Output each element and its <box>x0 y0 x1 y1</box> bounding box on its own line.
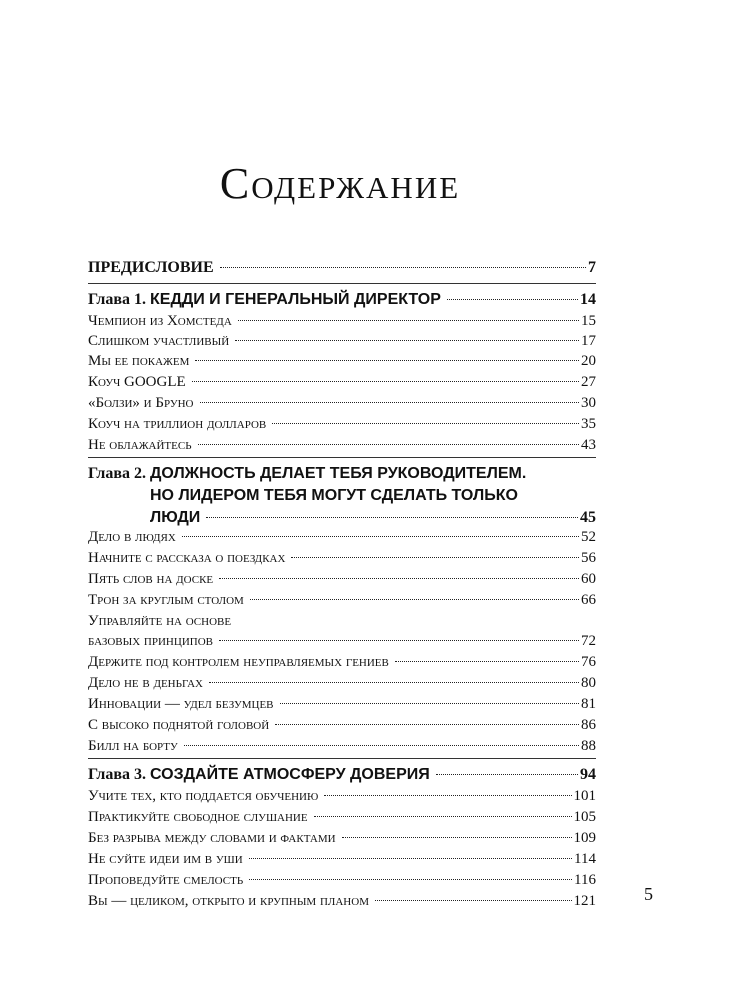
section-divider <box>88 758 596 759</box>
chapter-title: СОЗДАЙТЕ АТМОСФЕРУ ДОВЕРИЯ <box>150 766 430 783</box>
page-number: 5 <box>644 884 653 904</box>
toc-entry[interactable] <box>88 892 596 911</box>
toc-entry[interactable] <box>88 528 596 547</box>
toc-entry-label: ПРЕДИСЛОВИЕ <box>88 259 214 276</box>
toc-entry-page: 15 <box>581 313 596 329</box>
chapter-title-continuation: ЛЮДИ <box>150 509 201 526</box>
toc-entry-label: базовых принципов <box>88 633 213 649</box>
toc-entry-page: 7 <box>588 259 596 276</box>
dot-leader <box>219 577 579 579</box>
toc-entry[interactable] <box>88 808 596 827</box>
dot-leader <box>198 443 579 445</box>
toc-entry-label: С высоко поднятой головой <box>88 717 270 733</box>
section-divider <box>88 283 596 284</box>
dot-leader <box>280 702 579 704</box>
toc-entry-page: 35 <box>581 416 596 432</box>
toc-entry[interactable] <box>88 716 596 735</box>
toc-entry[interactable] <box>88 787 596 806</box>
chapter-title-continuation: НО ЛИДЕРОМ ТЕБЯ МОГУТ СДЕЛАТЬ ТОЛЬКО <box>150 487 518 504</box>
toc-entry[interactable] <box>88 632 596 651</box>
toc-entry-page: 81 <box>581 696 596 712</box>
dot-leader <box>436 773 578 775</box>
toc-entry[interactable] <box>88 591 596 610</box>
toc-entry-page: 30 <box>581 395 596 411</box>
toc-entry-page: 116 <box>574 872 596 888</box>
toc-entry[interactable] <box>88 549 596 568</box>
toc-entry-label: Пять слов на доске <box>88 571 214 587</box>
dot-leader <box>291 556 579 558</box>
toc-entry-page: 17 <box>581 333 596 349</box>
chapter-title: КЕДДИ И ГЕНЕРАЛЬНЫЙ ДИРЕКТОР <box>150 291 441 308</box>
dot-leader <box>235 339 579 341</box>
dot-leader <box>219 639 579 641</box>
toc-entry[interactable] <box>88 829 596 848</box>
toc-entry-label: Слишком участливый <box>88 333 230 349</box>
dot-leader <box>324 794 571 796</box>
toc-entry-page: 101 <box>573 788 596 804</box>
toc-entry-label: Коуч на триллион долларов <box>88 416 267 432</box>
toc-entry[interactable] <box>88 871 596 890</box>
toc-entry-label: Начните с рассказа о поездках <box>88 550 286 566</box>
toc-entry[interactable] <box>88 415 596 434</box>
toc-entry-page: 72 <box>581 633 596 649</box>
toc-entry-page: 86 <box>581 717 596 733</box>
toc-entry-page: 109 <box>573 830 596 846</box>
toc-entry-page: 121 <box>573 893 596 909</box>
toc-entry-label: Вы — целиком, открыто и крупным планом <box>88 893 369 909</box>
chapter-prefix: Глава 3. <box>88 766 146 783</box>
toc-entry-page: 80 <box>581 675 596 691</box>
toc-entry-page: 14 <box>580 291 596 308</box>
toc-entry-label: Не суйте идеи им в уши <box>88 851 243 867</box>
toc-entry-label: Практикуйте свободное слушание <box>88 809 308 825</box>
toc-entry[interactable] <box>88 850 596 869</box>
toc-entry[interactable] <box>88 612 596 631</box>
dot-leader <box>250 598 579 600</box>
toc-entry-chapter-2[interactable] <box>88 508 596 527</box>
toc-entry-label: Трон за круглым столом <box>88 592 244 608</box>
toc-entry-chapter-2-line1[interactable] <box>88 464 596 483</box>
toc-entry-page: 105 <box>573 809 596 825</box>
toc-entry[interactable] <box>88 436 596 455</box>
dot-leader <box>182 535 579 537</box>
toc-entry-page: 94 <box>580 766 596 783</box>
toc-entry[interactable] <box>88 653 596 672</box>
toc-entry[interactable] <box>88 695 596 714</box>
dot-leader <box>275 723 579 725</box>
chapter-prefix: Глава 1. <box>88 291 146 308</box>
toc-entry-label: Управляйте на основе <box>88 613 232 629</box>
section-divider <box>88 457 596 458</box>
toc-entry-label: Проповедуйте смелость <box>88 872 244 888</box>
toc-entry[interactable] <box>88 332 596 351</box>
toc-entry-label: Не облажайтесь <box>88 437 192 453</box>
dot-leader <box>195 359 579 361</box>
dot-leader <box>206 516 578 518</box>
toc-entry[interactable] <box>88 373 596 392</box>
toc-entry[interactable] <box>88 312 596 331</box>
dot-leader <box>184 744 579 746</box>
toc-entry-label: «Болзи» и Бруно <box>88 395 194 411</box>
toc-entry-preface[interactable] <box>88 258 596 277</box>
dot-leader <box>238 319 579 321</box>
toc-entry-page: 60 <box>581 571 596 587</box>
dot-leader <box>220 266 586 268</box>
toc-entry-label: Билл на борту <box>88 738 178 754</box>
toc-entry-page: 20 <box>581 353 596 369</box>
toc-entry-chapter-3[interactable] <box>88 765 596 784</box>
toc-entry-label: Держите под контролем неуправляемых гениев <box>88 654 389 670</box>
toc-entry-page: 66 <box>581 592 596 608</box>
toc-entry-page: 56 <box>581 550 596 566</box>
dot-leader <box>209 681 579 683</box>
toc-entry-page: 45 <box>580 509 596 526</box>
toc-entry-chapter-1[interactable] <box>88 290 596 309</box>
dot-leader <box>272 422 579 424</box>
chapter-title: ДОЛЖНОСТЬ ДЕЛАЕТ ТЕБЯ РУКОВОДИТЕЛЕМ. <box>150 465 527 482</box>
toc-entry-page: 43 <box>581 437 596 453</box>
toc-entry-page: 114 <box>574 851 596 867</box>
toc-entry-page: 27 <box>581 374 596 390</box>
toc-entry-page: 76 <box>581 654 596 670</box>
chapter-prefix: Глава 2. <box>88 465 146 482</box>
dot-leader <box>314 815 572 817</box>
toc-entry[interactable] <box>88 737 596 756</box>
toc-entry-label: Без разрыва между словами и фактами <box>88 830 336 846</box>
toc-entry-page: 52 <box>581 529 596 545</box>
toc-entry-label: Чемпион из Хомстеда <box>88 313 232 329</box>
dot-leader <box>342 836 572 838</box>
dot-leader <box>200 401 579 403</box>
toc-entry[interactable] <box>88 570 596 589</box>
dot-leader <box>375 899 572 901</box>
toc-entry[interactable] <box>88 352 596 371</box>
toc-entry-label: Мы ее покажем <box>88 353 190 369</box>
toc-entry-label: Дело не в деньгах <box>88 675 203 691</box>
toc-entry-label: Коуч GOOGLE <box>88 374 186 390</box>
dot-leader <box>249 878 572 880</box>
toc-entry-label: Инновации — удел безумцев <box>88 696 274 712</box>
toc-entry-label: Учите тех, кто поддается обучению <box>88 788 319 804</box>
toc-entry[interactable] <box>88 674 596 693</box>
page-title: Содержание <box>219 159 461 208</box>
dot-leader <box>249 857 572 859</box>
dot-leader <box>192 380 579 382</box>
toc-entry-label: Дело в людях <box>88 529 176 545</box>
toc-entry-page: 88 <box>581 738 596 754</box>
toc-entry[interactable] <box>88 394 596 413</box>
dot-leader <box>447 298 578 300</box>
dot-leader <box>395 660 579 662</box>
